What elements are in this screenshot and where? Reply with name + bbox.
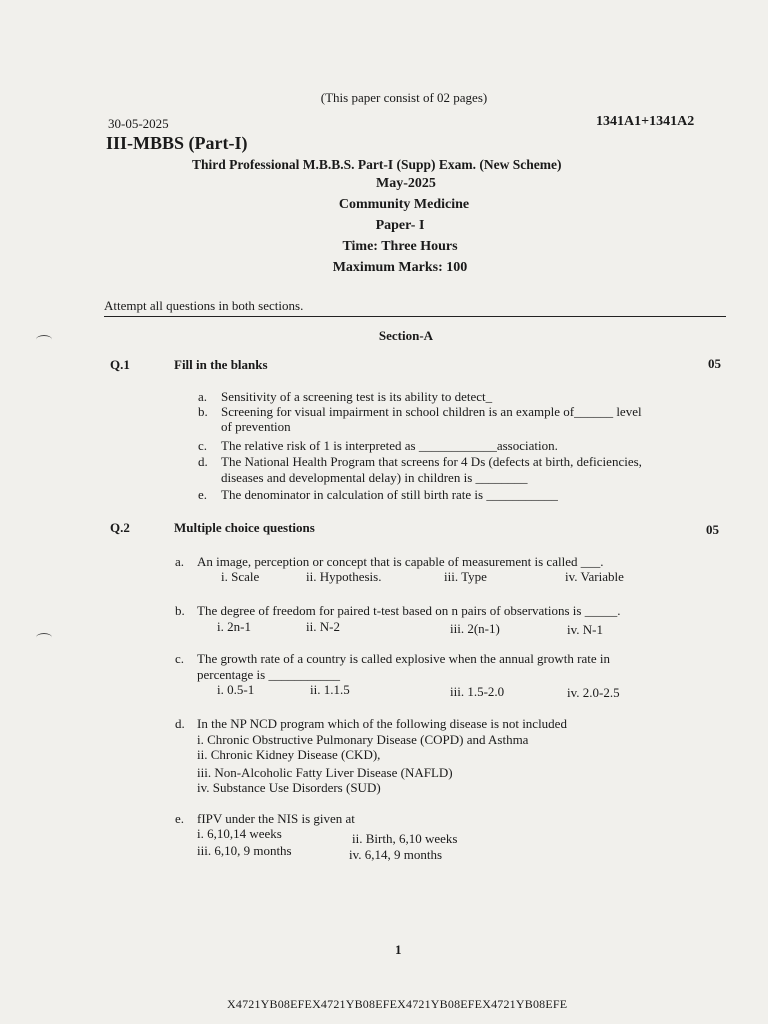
footer-code: X4721YB08EFEX4721YB08EFEX4721YB08EFEX4721YB08EFE [227, 997, 568, 1011]
list-item-label: e. [198, 487, 208, 502]
instruction: Attempt all questions in both sections. [104, 298, 304, 313]
mcq-option: iii. 6,10, 9 months [197, 843, 292, 858]
mcq-option: ii. Hypothesis. [306, 569, 382, 584]
mcq-label: c. [175, 651, 185, 666]
mcq-option: ii. Birth, 6,10 weeks [352, 831, 458, 846]
mcq-question: The growth rate of a country is called explosive when the annual growth rate in [197, 651, 610, 666]
list-item-continued: of prevention [221, 419, 291, 434]
mcq-option: i. Scale [221, 569, 260, 584]
list-item-continued: diseases and developmental delay) in children is ________ [221, 470, 528, 485]
list-item: Screening for visual impairment in school children is an example of______ level [221, 404, 642, 419]
section-title: Section-A [378, 328, 434, 343]
margin-mark [36, 633, 52, 642]
mcq-option: i. 0.5-1 [217, 682, 255, 697]
paper-code: 1341A1+1341A2 [596, 114, 695, 129]
q1-marks: 05 [708, 356, 721, 371]
mcq-option: iv. Variable [565, 569, 624, 584]
mcq-option: iv. Substance Use Disorders (SUD) [197, 780, 381, 795]
mcq-option: iii. Type [444, 569, 487, 584]
q1-title: Fill in the blanks [174, 357, 268, 372]
mcq-option: i. 6,10,14 weeks [197, 826, 282, 841]
mcq-option: ii. Chronic Kidney Disease (CKD), [197, 747, 381, 762]
mcq-label: d. [175, 716, 185, 731]
session: May-2025 [376, 176, 436, 191]
mcq-label: a. [175, 554, 185, 569]
list-item-label: b. [198, 404, 208, 419]
divider [104, 316, 726, 317]
mcq-option: iii. 1.5-2.0 [450, 684, 505, 699]
mcq-option: iii. Non-Alcoholic Fatty Liver Disease (NAFLD) [197, 765, 453, 780]
q2-marks: 05 [706, 522, 719, 537]
list-item-label: d. [198, 454, 208, 469]
mcq-option: ii. 1.1.5 [310, 682, 350, 697]
subject: Community Medicine [338, 197, 470, 212]
exam-date: 30-05-2025 [108, 116, 169, 131]
mcq-question-continued: percentage is ___________ [197, 667, 340, 682]
mcq-option: iii. 2(n-1) [450, 621, 500, 636]
list-item-label: a. [198, 389, 208, 404]
mcq-option: i. Chronic Obstructive Pulmonary Disease (COPD) and Asthma [197, 732, 529, 747]
mcq-question: An image, perception or concept that is capable of measurement is called ___. [197, 554, 604, 569]
list-item: Sensitivity of a screening test is its ability to detect_ [221, 389, 493, 404]
mcq-question: The degree of freedom for paired t-test based on n pairs of observations is _____. [197, 603, 621, 618]
mcq-question: fIPV under the NIS is given at [197, 811, 355, 826]
paper-number: Paper- I [375, 218, 425, 233]
mcq-option: ii. N-2 [306, 619, 340, 634]
pages-note: (This paper consist of 02 pages) [320, 90, 488, 105]
q1-number: Q.1 [110, 357, 130, 372]
mcq-question: In the NP NCD program which of the following disease is not included [197, 716, 567, 731]
page-number: 1 [395, 942, 402, 957]
exam-time: Time: Three Hours [342, 239, 458, 254]
mcq-option: iv. 6,14, 9 months [349, 847, 443, 862]
mcq-label: e. [175, 811, 185, 826]
list-item: The National Health Program that screens for 4 Ds (defects at birth, deficiencies, [221, 454, 642, 469]
mcq-option: iv. 2.0-2.5 [567, 685, 620, 700]
maximum-marks: Maximum Marks: 100 [332, 260, 468, 275]
mcq-option: iv. N-1 [567, 622, 603, 637]
q2-number: Q.2 [110, 520, 130, 535]
list-item: The relative risk of 1 is interpreted as ____________association. [221, 438, 558, 453]
q2-title: Multiple choice questions [174, 520, 315, 535]
list-item-label: c. [198, 438, 208, 453]
mcq-option: i. 2n-1 [217, 619, 251, 634]
mcq-label: b. [175, 603, 185, 618]
exam-title: Third Professional M.B.B.S. Part-I (Supp) Exam. (New Scheme) [192, 157, 562, 172]
list-item: The denominator in calculation of still birth rate is ___________ [221, 487, 558, 502]
course-title: III-MBBS (Part-I) [106, 133, 248, 153]
